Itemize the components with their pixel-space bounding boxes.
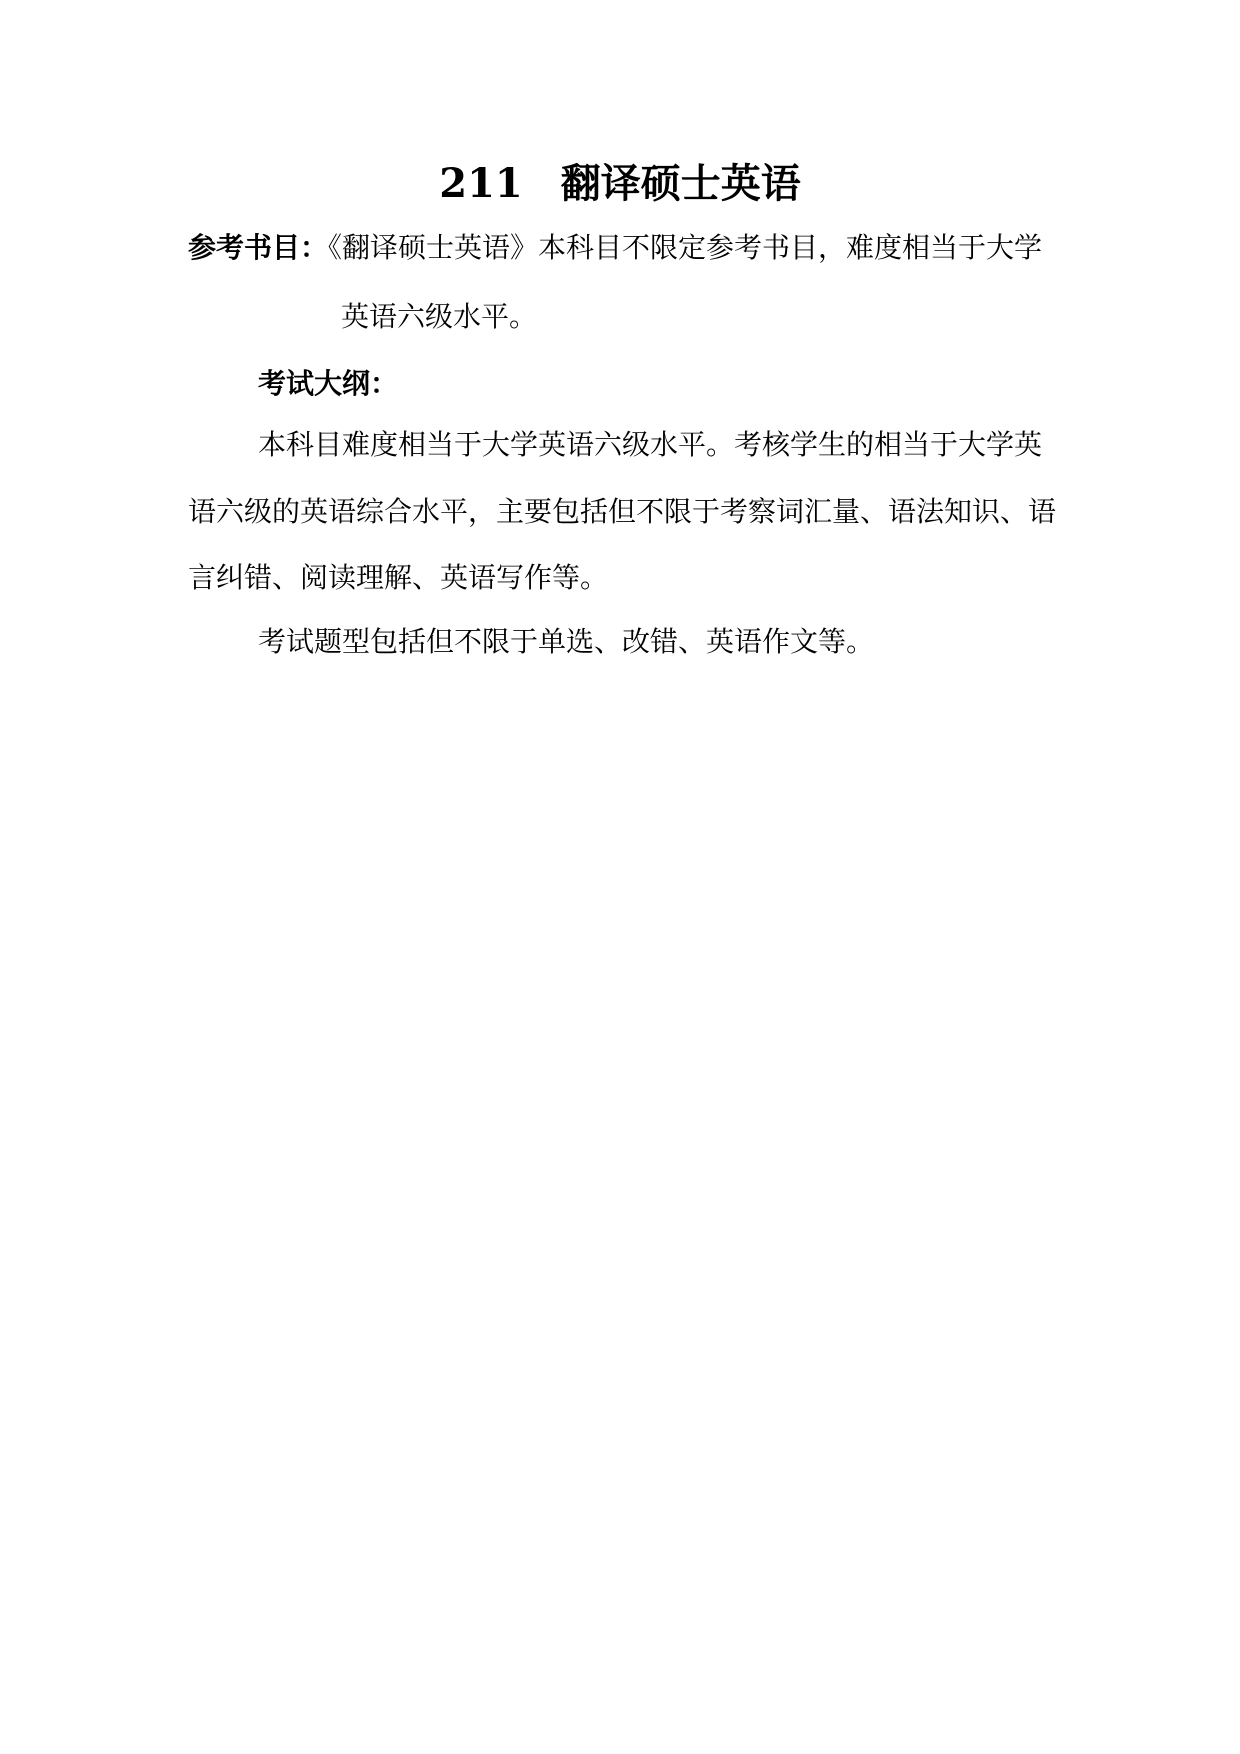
reference-line-1	[188, 228, 1042, 268]
page-title	[0, 158, 1240, 210]
title-text: 翻译硕士英语	[560, 160, 801, 207]
paragraph-2: 考试题型包括但不限于单选、改错、英语作文等。	[258, 625, 875, 658]
paragraph-1-line-1: 本科目难度相当于大学英语六级水平。考核学生的相当于大学英	[258, 428, 1043, 461]
reference-line-2: 英语六级水平。	[341, 300, 538, 333]
reference-label: 参考书目：	[188, 231, 329, 264]
title-code: 211	[439, 160, 523, 207]
paragraph-1-line-2: 语六级的英语综合水平，主要包括但不限于考察词汇量、语法知识、语	[188, 495, 1057, 528]
paragraph-1-line-3: 言纠错、阅读理解、英语写作等。	[188, 561, 609, 594]
reference-text: 《翻译硕士英语》本科目不限定参考书目，难度相当于大学	[328, 231, 1043, 264]
outline-heading: 考试大纲：	[258, 367, 399, 400]
